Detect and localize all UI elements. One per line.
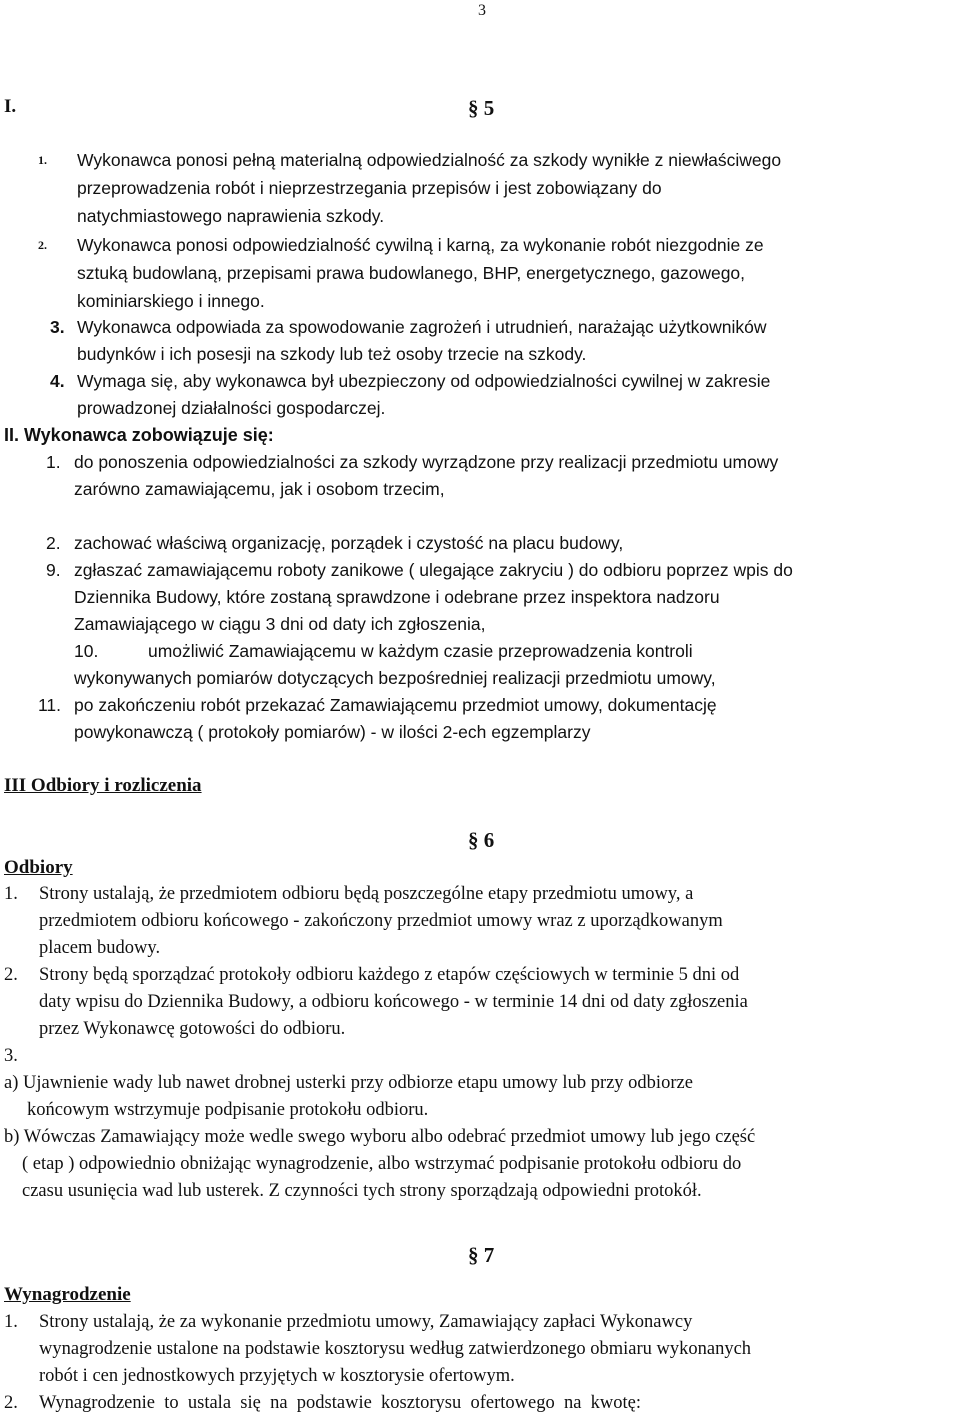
list-item-text: zachować właściwą organizację, porządek i czystość na placu budowy, [74, 533, 624, 553]
list-item-text: Strony ustalają, że za wykonanie przedmiotu umowy, Zamawiający zapłaci Wykonawcy [39, 1312, 693, 1332]
list-item-text: Wymaga się, aby wykonawca był ubezpieczony od odpowiedzialności cywilnej w zakresie [77, 371, 771, 391]
list-item-text: Wykonawca ponosi pełną materialną odpowiedzialność za szkody wynikłe z niewłaściwego [77, 150, 782, 170]
list-item-text: wynagrodzenie ustalone na podstawie kosztorysu według zatwierdzonego obmiaru wykonanych [39, 1339, 752, 1359]
list-number: 1. [4, 884, 18, 904]
list-item-text: po zakończeniu robót przekazać Zamawiającemu przedmiot umowy, dokumentację [74, 695, 717, 715]
list-item-text: przez Wykonawcę gotowości do odbioru. [39, 1019, 346, 1039]
list-item-text: powykonawczą ( protokoły pomiarów) - w ilości 2-ech egzemplarzy [74, 722, 591, 742]
subitem-b-text: czasu usunięcia wad lub usterek. Z czynności tych strony sporządzają odpowiedni protokół. [22, 1181, 702, 1201]
list-item-text: robót i cen jednostkowych przyjętych w kosztorysie ofertowym. [39, 1366, 515, 1386]
list-item-text: kominiarskiego i innego. [77, 291, 265, 311]
list-number: 10. [74, 641, 99, 661]
list-number: 4. [50, 371, 65, 391]
subitem-a-text: a) Ujawnienie wady lub nawet drobnej usterki przy odbiorze etapu umowy lub przy odbiorze [4, 1073, 693, 1093]
list-number: 2. [4, 1393, 18, 1413]
list-item-text: przeprowadzenia robót i nieprzestrzegania przepisów i jest zobowiązany do [77, 178, 662, 198]
list-item-text: Wynagrodzenie to ustala się na podstawie kosztorysu ofertowego na kwotę: [39, 1393, 642, 1413]
section-I-heading: I. [4, 96, 17, 117]
list-number: 1. [38, 153, 47, 167]
list-item-text: zgłaszać zamawiającemu roboty zanikowe ( ulegające zakryciu ) do odbioru poprzez wpis do [74, 560, 793, 580]
subitem-b-text: ( etap ) odpowiednio obniżając wynagrodzenie, albo wstrzymać podpisanie protokołu odbioru do [22, 1154, 742, 1174]
list-item-text: przedmiotem odbioru końcowego - zakończony przedmiot umowy wraz z uporządkowanym [39, 911, 723, 931]
list-item-text: Strony ustalają, że przedmiotem odbioru będą poszczególne etapy przedmiotu umowy, a [39, 884, 694, 904]
list-number: 3. [4, 1046, 18, 1066]
wynagrodzenie-title: Wynagrodzenie [4, 1284, 131, 1305]
list-item-text: Dziennika Budowy, które zostaną sprawdzone i odebrane przez inspektora nadzoru [74, 587, 720, 607]
subitem-a-text: końcowym wstrzymuje podpisanie protokołu odbioru. [27, 1100, 429, 1120]
list-item-text: zarówno zamawiającemu, jak i osobom trzecim, [74, 479, 445, 499]
list-item-text: Wykonawca ponosi odpowiedzialność cywilną i karną, za wykonanie robót niezgodnie ze [77, 235, 764, 255]
list-number: 1. [4, 1312, 18, 1332]
list-item-text: Strony będą sporządzać protokoły odbioru każdego z etapów częściowych w terminie 5 dni od [39, 965, 740, 985]
odbiory-title: Odbiory [4, 857, 73, 878]
list-number: 2. [4, 965, 18, 985]
list-item-text: prowadzonej działalności gospodarczej. [77, 398, 386, 418]
list-item-text: placem budowy. [39, 938, 161, 958]
section-III-heading: III Odbiory i rozliczenia [4, 775, 202, 796]
list-number: 2. [46, 533, 61, 553]
page-number: 3 [478, 2, 486, 19]
list-number: 2. [38, 238, 47, 252]
list-number: 3. [50, 317, 65, 337]
paragraph-sign-7: § 7 [468, 1243, 495, 1267]
list-number: 11. [38, 695, 62, 715]
subitem-b-text: b) Wówczas Zamawiający może wedle swego wyboru albo odebrać przedmiot umowy lub jego część [4, 1127, 756, 1147]
list-item-text: umożliwić Zamawiającemu w każdym czasie przeprowadzenia kontroli [148, 641, 693, 661]
list-item-text: Zamawiającego w ciągu 3 dni od daty ich zgłoszenia, [74, 614, 486, 634]
paragraph-sign-6: § 6 [468, 828, 495, 852]
paragraph-sign-5: § 5 [468, 96, 495, 120]
list-number: 1. [46, 452, 61, 472]
list-item-text: Wykonawca odpowiada za spowodowanie zagrożeń i utrudnień, narażając użytkowników [77, 317, 767, 337]
list-item-text: daty wpisu do Dziennika Budowy, a odbioru końcowego - w terminie 14 dni od daty zgłoszenia [39, 992, 748, 1012]
list-item-text: natychmiastowego naprawienia szkody. [77, 206, 385, 226]
section-II-heading: II. Wykonawca zobowiązuje się: [4, 425, 274, 445]
list-item-text: do ponoszenia odpowiedzialności za szkody wyrządzone przy realizacji przedmiotu umowy [74, 452, 779, 472]
list-item-text: wykonywanych pomiarów dotyczących bezpośredniej realizacji przedmiotu umowy, [74, 668, 716, 688]
list-item-text: sztuką budowlaną, przepisami prawa budowlanego, BHP, energetycznego, gazowego, [77, 263, 746, 283]
list-item-text: budynków i ich posesji na szkody lub też osoby trzecie na szkody. [77, 344, 587, 364]
list-number: 9. [46, 560, 61, 580]
